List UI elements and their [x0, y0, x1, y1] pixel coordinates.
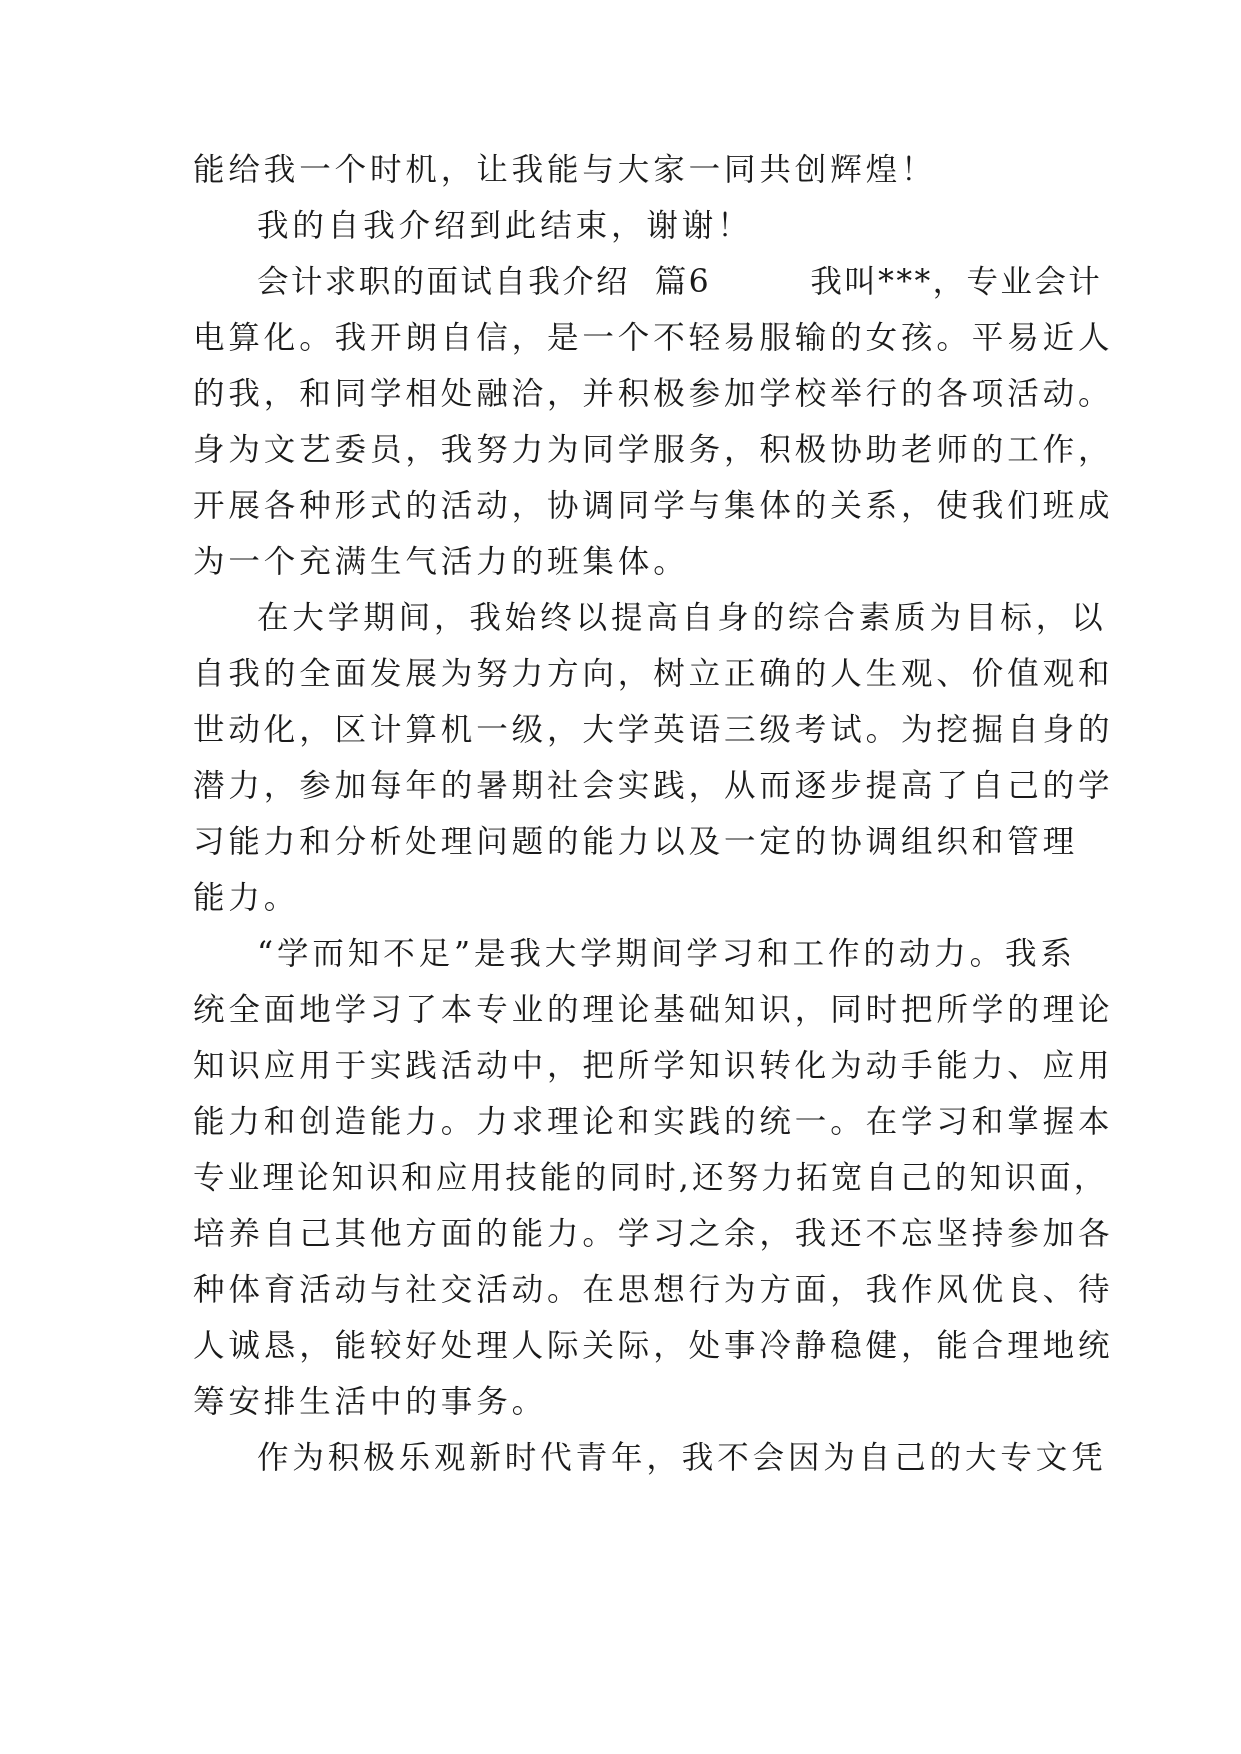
text-line: 专业理论知识和应用技能的同时,还努力拓宽自己的知识面，: [193, 1160, 1109, 1196]
text-line: 统全面地学习了本专业的理论基础知识，同时把所学的理论: [193, 992, 1114, 1028]
text-line: 人诚恳，能较好处理人际关际，处事冷静稳健，能合理地统: [193, 1328, 1114, 1364]
text-line: 作为积极乐观新时代青年，我不会因为自己的大专文凭: [257, 1440, 1107, 1476]
text-line: 能给我一个时机，让我能与大家一同共创辉煌！: [193, 152, 937, 188]
text-line: 我的自我介绍到此结束，谢谢！: [257, 208, 753, 244]
text-line: “学而知不足”是我大学期间学习和工作的动力。我系: [257, 936, 1076, 972]
text-line: 培养自己其他方面的能力。学习之余，我还不忘坚持参加各: [193, 1216, 1114, 1252]
text-line: 世动化，区计算机一级，大学英语三级考试。为挖掘自身的: [193, 712, 1114, 748]
text-line: 开展各种形式的活动，协调同学与集体的关系，使我们班成: [193, 488, 1114, 524]
text-line: 能力。: [193, 880, 300, 916]
text-line: 种体育活动与社交活动。在思想行为方面，我作风优良、待: [193, 1272, 1114, 1308]
text-line: 身为文艺委员，我努力为同学服务，积极协助老师的工作，: [193, 432, 1114, 468]
section-heading-line: 会计求职的面试自我介绍 篇6 我叫***，专业会计: [257, 264, 1103, 300]
text-line: 电算化。我开朗自信，是一个不轻易服输的女孩。平易近人: [193, 320, 1114, 356]
text-line: 习能力和分析处理问题的能力以及一定的协调组织和管理: [193, 824, 1079, 860]
text-line: 知识应用于实践活动中，把所学知识转化为动手能力、应用: [193, 1048, 1114, 1084]
text-line: 的我，和同学相处融洽，并积极参加学校举行的各项活动。: [193, 376, 1114, 412]
text-line: 潜力，参加每年的暑期社会实践，从而逐步提高了自己的学: [193, 768, 1114, 804]
text-line: 筹安排生活中的事务。: [193, 1384, 548, 1420]
text-line: 在大学期间，我始终以提高自身的综合素质为目标，以: [257, 600, 1107, 636]
text-line: 自我的全面发展为努力方向，树立正确的人生观、价值观和: [193, 656, 1114, 692]
text-line: 为一个充满生气活力的班集体。: [193, 544, 689, 580]
text-line: 能力和创造能力。力求理论和实践的统一。在学习和掌握本: [193, 1104, 1114, 1140]
